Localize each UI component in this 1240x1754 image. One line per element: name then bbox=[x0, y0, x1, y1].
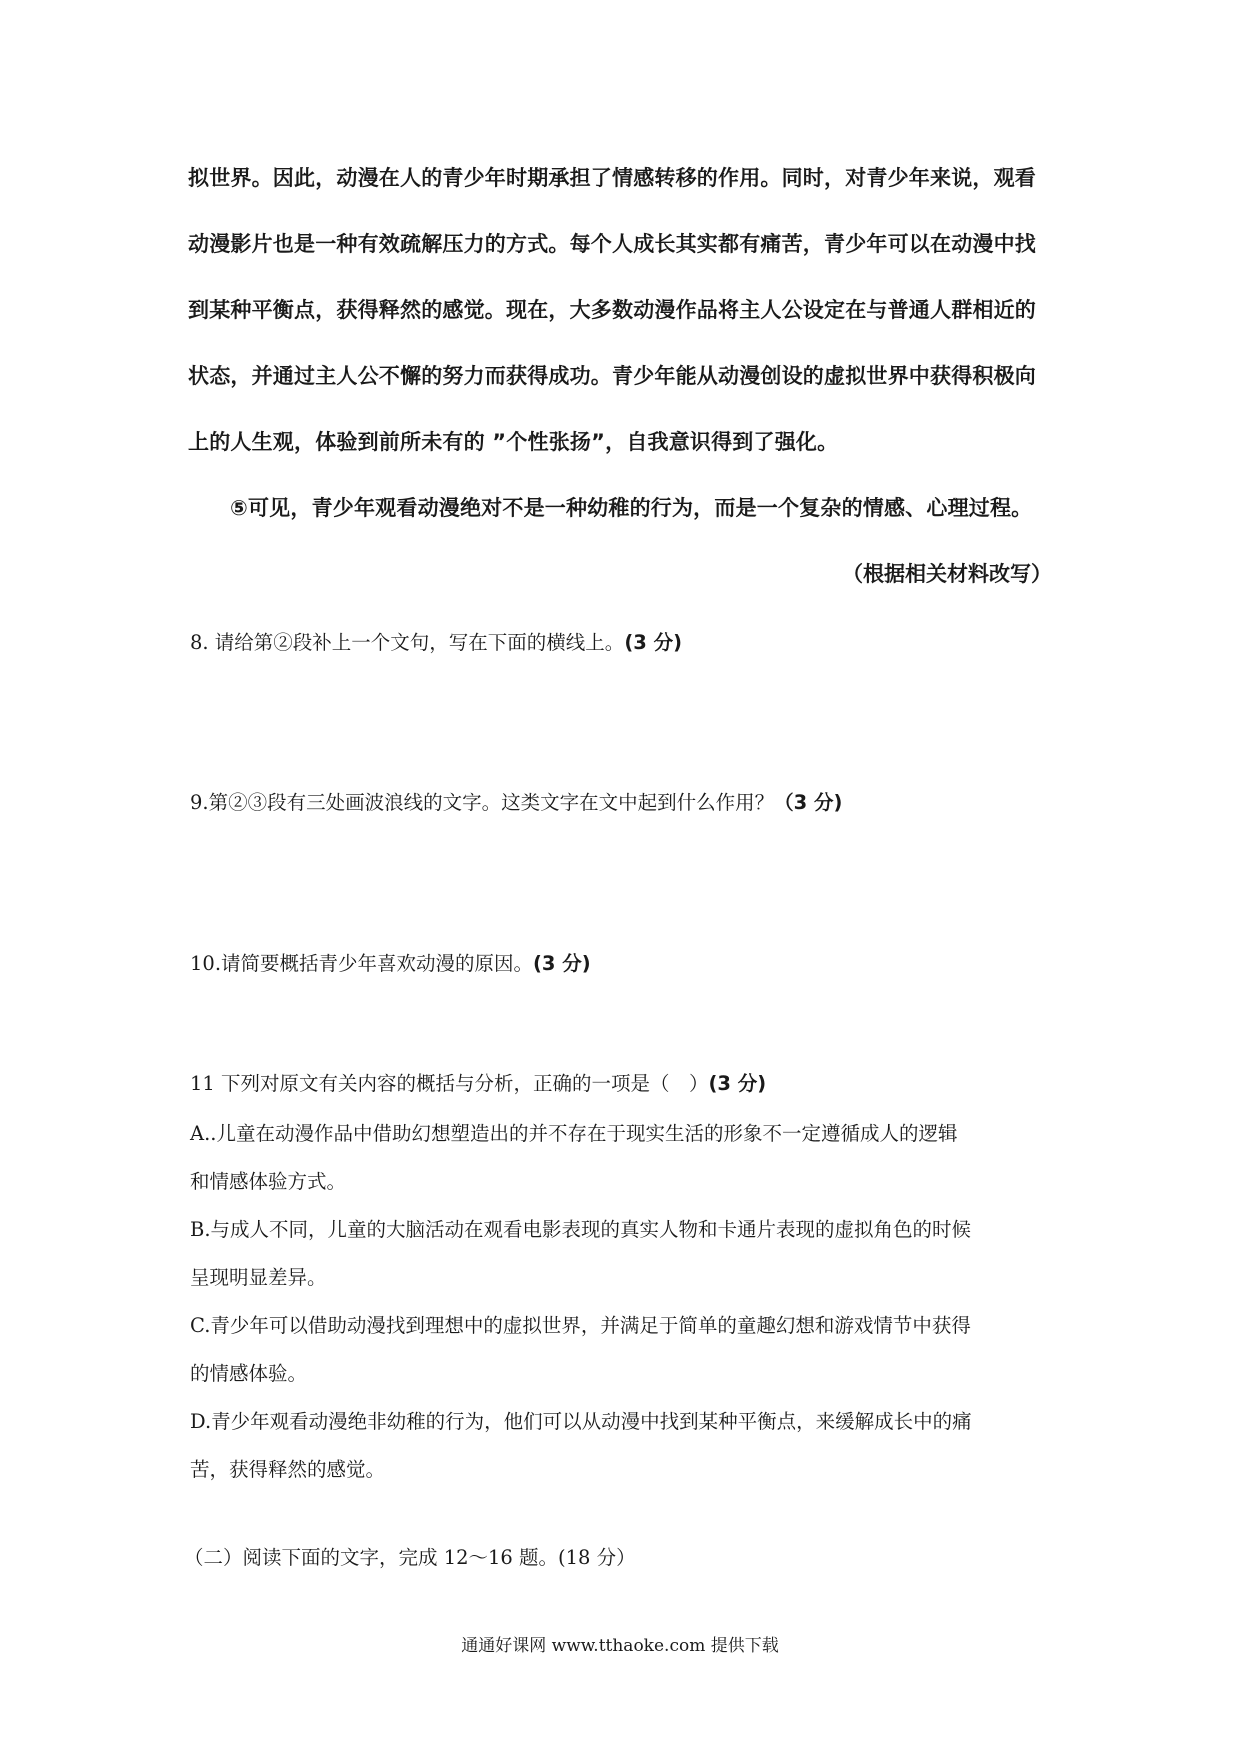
question-8-score: (3 分) bbox=[624, 631, 682, 654]
option-c-line-1: C.青少年可以借助动漫找到理想中的虚拟世界，并满足于简单的童趣幻想和游戏情节中获得 bbox=[190, 1314, 971, 1337]
question-11-score: (3 分) bbox=[708, 1072, 767, 1095]
option-a-line-2: 和情感体验方式。 bbox=[190, 1170, 347, 1193]
passage-line: 到某种平衡点，获得释然的感觉。现在，大多数动漫作品将主人公设定在与普通人群相近的 bbox=[188, 298, 1036, 322]
reading-passage bbox=[188, 160, 1060, 592]
question-8-text: 8. 请给第②段补上一个文句，写在下面的横线上。 bbox=[190, 631, 625, 654]
question-8 bbox=[190, 627, 1060, 659]
passage-line: 拟世界。因此，动漫在人的青少年时期承担了情感转移的作用。同时，对青少年来说，观看 bbox=[188, 166, 1036, 190]
question-11-options bbox=[190, 1118, 1066, 1502]
option-b-line-2: 呈现明显差异。 bbox=[190, 1266, 327, 1289]
question-10-text: 10.请简要概括青少年喜欢动漫的原因。 bbox=[190, 952, 534, 975]
question-11 bbox=[190, 1068, 1060, 1100]
section-2-heading: （二）阅读下面的文字，完成 12～16 题。(18 分） bbox=[184, 1546, 636, 1569]
question-10 bbox=[190, 948, 1060, 980]
question-9-text: 9.第②③段有三处画波浪线的文字。这类文字在文中起到什么作用？ bbox=[190, 791, 775, 814]
option-d-line-1: D.青少年观看动漫绝非幼稚的行为，他们可以从动漫中找到某种平衡点，来缓解成长中的痛 bbox=[190, 1410, 972, 1433]
passage-source-note: （根据相关材料改写） bbox=[842, 562, 1052, 586]
question-9 bbox=[190, 787, 1060, 819]
question-11-text: 11 下列对原文有关内容的概括与分析，正确的一项是（ ） bbox=[190, 1072, 709, 1095]
option-c-line-2: 的情感体验。 bbox=[190, 1362, 308, 1385]
question-10-score: (3 分) bbox=[533, 952, 591, 975]
passage-line: 状态，并通过主人公不懈的努力而获得成功。青少年能从动漫创设的虚拟世界中获得积极向 bbox=[188, 364, 1036, 388]
question-9-score: （3 分) bbox=[774, 791, 843, 814]
passage-line: 上的人生观，体验到前所未有的 ”个性张扬”，自我意识得到了强化。 bbox=[188, 430, 839, 454]
option-b-line-1: B.与成人不同，儿童的大脑活动在观看电影表现的真实人物和卡通片表现的虚拟角色的时候 bbox=[190, 1218, 972, 1241]
passage-line: 动漫影片也是一种有效疏解压力的方式。每个人成长其实都有痛苦，青少年可以在动漫中找 bbox=[188, 232, 1036, 256]
option-a-line-1: A..儿童在动漫作品中借助幻想塑造出的并不存在于现实生活的形象不一定遵循成人的逻辑 bbox=[190, 1122, 958, 1145]
passage-paragraph-5: ⑤可见，青少年观看动漫绝对不是一种幼稚的行为，而是一个复杂的情感、心理过程。 bbox=[230, 496, 1033, 520]
page-footer: 通通好课网 www.tthaoke.com 提供下载 bbox=[461, 1636, 779, 1656]
option-d-line-2: 苦，获得释然的感觉。 bbox=[190, 1458, 386, 1481]
